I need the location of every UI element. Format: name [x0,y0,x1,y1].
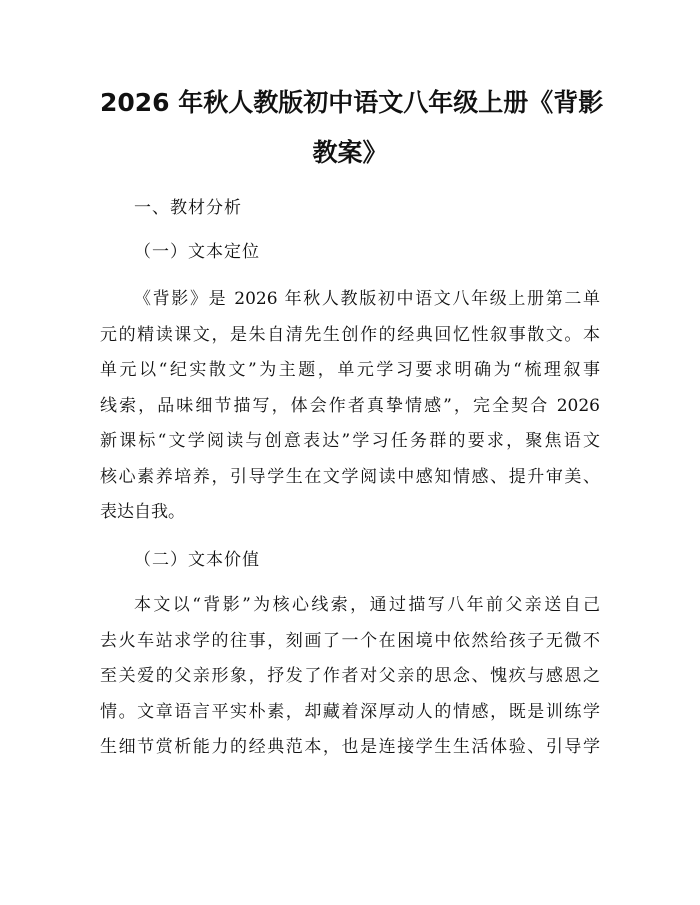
paragraph-text-positioning [100,288,600,537]
paragraph-text-value [100,594,600,772]
paragraph-line: 线索，品味细节描写，体会作者真挚情感”，完全契合 2026 [100,395,600,416]
paragraph-line: 新课标“文学阅读与创意表达”学习任务群的要求，聚焦语文 [100,431,600,451]
paragraph-line: 去火车站求学的往事，刻画了一个在困境中依然给孩子无微不 [100,630,600,651]
paragraph-line: 本文以“背影”为核心线索，通过描写八年前父亲送自己 [134,595,600,615]
document-title-line-1: 2026 年秋人教版初中语文八年级上册《背影 [100,88,604,117]
paragraph-line: 表达自我。 [100,502,185,522]
section-heading-teaching-material-analysis: 一、教材分析 [134,198,242,218]
subsection-heading-text-positioning: （一）文本定位 [134,242,260,262]
subsection-heading-text-value: （二）文本价值 [134,550,260,570]
paragraph-line: 元的精读课文，是朱自清先生创作的经典回忆性叙事散文。本 [100,324,600,345]
paragraph-line: 情。文章语言平实朴素，却藏着深厚动人的情感，既是训练学 [100,701,600,722]
paragraph-line: 核心素养培养，引导学生在文学阅读中感知情感、提升审美、 [100,466,600,487]
paragraph-line: 至关爱的父亲形象，抒发了作者对父亲的思念、愧疚与感恩之 [100,666,600,686]
paragraph-line: 生细节赏析能力的经典范本，也是连接学生生活体验、引导学 [100,737,600,757]
paragraph-line: 《背影》是 2026 年秋人教版初中语文八年级上册第二单 [134,289,600,309]
paragraph-line: 单元以“纪实散文”为主题，单元学习要求明确为“梳理叙事 [100,360,600,380]
document-title-line-2: 教案》 [312,138,388,167]
